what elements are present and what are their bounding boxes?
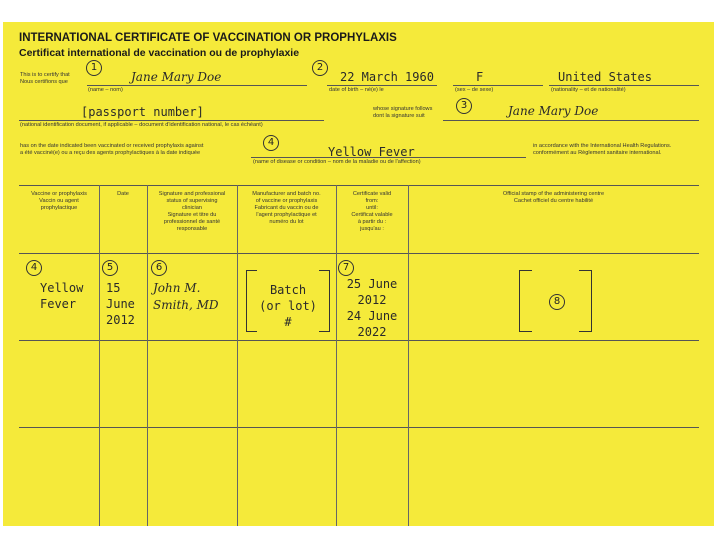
entry-vaccine: Yellow Fever xyxy=(40,281,84,311)
vaccination-certificate xyxy=(3,22,714,526)
stamp-bracket-right xyxy=(579,270,592,332)
marker-4-vaccine: 4 xyxy=(26,260,42,276)
disease-name: Yellow Fever xyxy=(328,145,415,159)
entry-validity: 25 June 2012 24 June 2022 xyxy=(346,277,398,339)
title-french: Certificat international de vaccination ou de prophylaxie xyxy=(19,47,300,59)
signature-label: whose signature follows dont la signature suit xyxy=(373,106,433,119)
nationality-value: United States xyxy=(558,70,652,84)
header-date: Date xyxy=(117,191,129,197)
marker-4-disease: 4 xyxy=(263,135,279,151)
marker-3: 3 xyxy=(456,98,472,114)
certify-label: This is to certify that Nous certifions que xyxy=(20,72,70,85)
header-official-stamp: Official stamp of the administering centre Cachet officiel du centre habilité xyxy=(502,191,605,204)
entry-date: 15 June 2012 xyxy=(106,281,135,327)
header-manufacturer: Manufacturer and batch no. of vaccine or prophylaxis Fabricant du vaccin ou de l'agent prophylactique et numéro du lot xyxy=(252,191,321,225)
header-vaccine: Vaccine or prophylaxis Vaccin ou agent prophylactique xyxy=(31,191,87,211)
header-validity: Certificate valid from: until: Certificat valable à partir du : jusqu'au : xyxy=(351,191,393,232)
entry-clinician: John M. Smith, MD xyxy=(153,281,219,312)
marker-7: 7 xyxy=(338,260,354,276)
title-english: INTERNATIONAL CERTIFICATE OF VACCINATION OR PROPHYLAXIS xyxy=(19,32,397,44)
vaccinated-statement: has on the date indicated been vaccinated or received prophylaxis against a été vacciné(e) ou a reçu des agents prophylactiques à la date indiquée xyxy=(20,143,204,156)
passport-number: [passport number] xyxy=(81,105,204,119)
marker-2: 2 xyxy=(312,60,328,76)
holder-signature: Jane Mary Doe xyxy=(508,104,599,118)
nationality-caption: (nationality – et de nationalité) xyxy=(551,87,626,93)
accordance-statement: in accordance with the International Health Regulations. conformément au Règlement sanitaire international. xyxy=(533,143,672,156)
marker-1: 1 xyxy=(86,60,102,76)
sex-value: F xyxy=(476,70,484,84)
disease-caption: (name of disease or condition – nom de la maladie ou de l'affection) xyxy=(253,159,421,165)
holder-name: Jane Mary Doe xyxy=(131,70,222,84)
marker-5: 5 xyxy=(102,260,118,276)
stamp-bracket-left xyxy=(519,270,532,332)
passport-caption: (national identification document, if applicable – document d'identification national, le cas échéant) xyxy=(20,122,263,128)
marker-8: 8 xyxy=(549,294,565,310)
marker-6: 6 xyxy=(151,260,167,276)
dob-caption: date of birth – né(e) le xyxy=(329,87,384,93)
entry-batch: Batch (or lot) # xyxy=(259,283,317,329)
date-of-birth: 22 March 1960 xyxy=(340,70,434,84)
sex-caption: (sex – de sexe) xyxy=(455,87,494,93)
name-caption: (name – nom) xyxy=(88,87,123,93)
header-clinician: Signature and professional status of supervising clinician Signature et titre du professionnel de santé responsable xyxy=(158,191,226,232)
